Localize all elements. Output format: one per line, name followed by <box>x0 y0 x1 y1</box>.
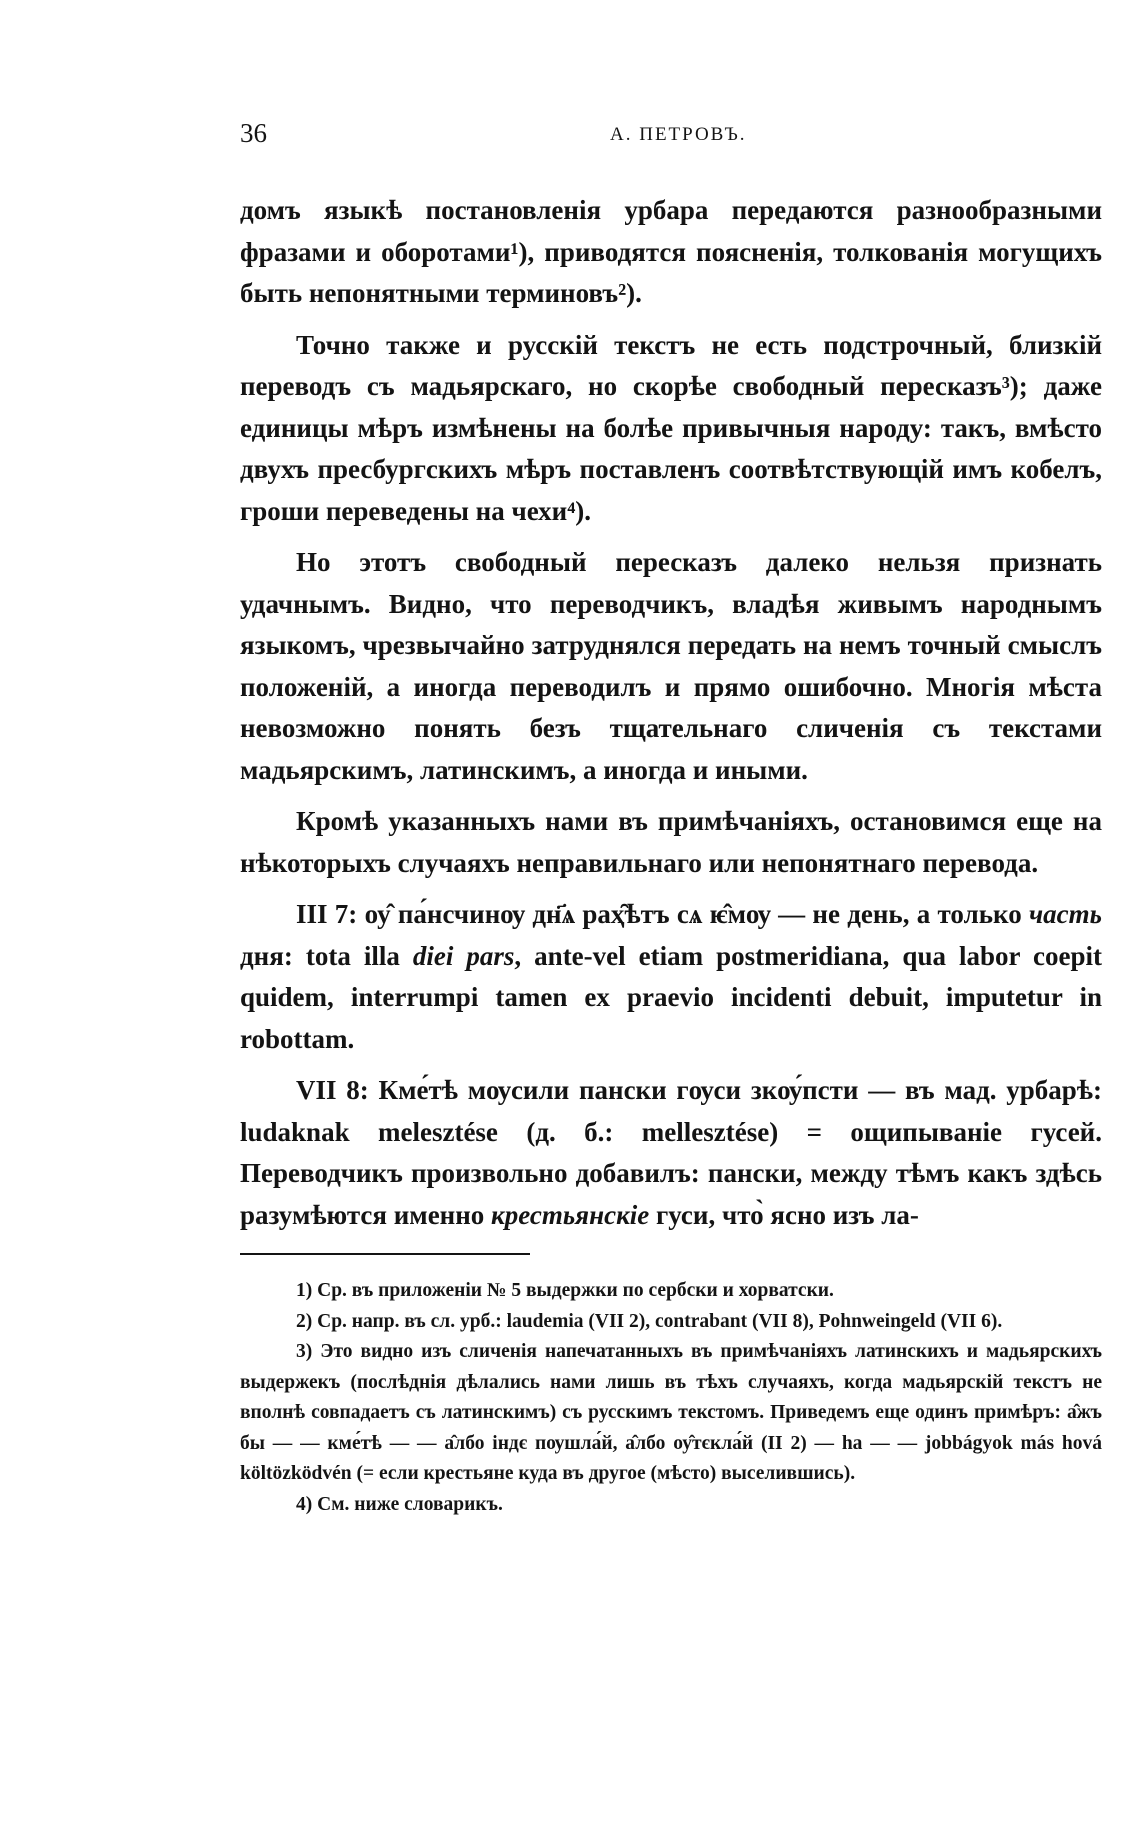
paragraph: Кромѣ указанныхъ нами въ примѣчаніяхъ, остановимся еще на нѣкоторыхъ случаяхъ неправильнаго или непонятнаго перевода. <box>240 806 1102 878</box>
paragraph: Точно также и русскій текстъ не есть подстрочный, близкій переводъ съ мадьярскаго, но скорѣе свободный пересказъ³); даже единицы мѣръ измѣнены на болѣе привычныя народу: такъ, вмѣсто двухъ пресбургскихъ мѣръ поставленъ соотвѣтствующій имъ кобелъ, гроши переведены на чехи⁴). <box>240 329 1102 526</box>
paragraph <box>240 1070 1102 1236</box>
text-span: дня: tota illa <box>240 940 413 971</box>
text-span: гуси, что̀ ясно изъ ла- <box>649 1199 919 1230</box>
footnote: 2) Ср. напр. въ сл. урб.: laudemia (VII 2), contrabant (VII 8), Pohnweingeld (VII 6). <box>296 1310 1003 1332</box>
italic-term: часть <box>1029 899 1102 929</box>
page-number: 36 <box>240 118 267 148</box>
main-text <box>240 190 1102 1236</box>
footnote: 4) См. ниже словарикъ. <box>296 1493 503 1515</box>
page-header <box>240 118 1102 158</box>
italic-term: крестьянскіе <box>491 1199 650 1230</box>
running-head: А. ПЕТРОВЪ. <box>610 124 747 145</box>
text-span: VII 8: Кме́тѣ мѹсили пански гѹси зкѹ́псти — въ мад. урбарѣ: ludaknak melesztése (д. б.: mellesztése) = ощипываніе гусей. Переводчикъ произвольно добавилъ: пански, между тѣмъ какъ здѣсь разумѣются именно <box>240 1075 1102 1230</box>
footnote: 1) Ср. въ приложеніи № 5 выдержки по сербски и хорватски. <box>296 1280 834 1301</box>
text-span: III 7: оу̂ па́нсчинѹ дн҃ѧ раҳ̑ѣтъ сѧ ѥ̂мѹ — не день, а только <box>296 899 1029 929</box>
footnote: 3) Это видно изъ сличенія напечатанныхъ въ примѣчаніяхъ латинскихъ и мадьярскихъ выдержекъ (послѣднія дѣлались нами лишь въ тѣхъ случаяхъ, когда мадьярскій текстъ не вполнѣ совпадаетъ съ латинскимъ) съ русскимъ текстомъ. Приведемъ еще одинъ примѣръ: а̂жъ бы — — кме́тѣ — — а̂лбо індє пѹшла́й, а̂лбо оу̂тєкла́й (II 2) — ha — — jobbágyok más hová költözködvén (= если крестьяне куда въ другое (мѣсто) выселившись). <box>240 1341 1102 1484</box>
paragraph <box>240 894 1102 1060</box>
paragraph: домъ языкѣ постановленія урбара передаются разнообразными фразами и оборотами¹), приводятся поясненія, толкованія могущихъ быть непонятными терминовъ²). <box>240 195 1102 308</box>
italic-term: diei pars <box>412 940 515 971</box>
footnote-rule <box>240 1253 530 1255</box>
paragraph: Но этотъ свободный пересказъ далеко нельзя признать удачнымъ. Видно, что переводчикъ, владѣя живымъ народнымъ языкомъ, чрезвычайно затруднялся передать на немъ точный смыслъ положеній, а иногда переводилъ и прямо ошибочно. Многія мѣста невозможно понять безъ тщательнаго сличенія съ текстами мадьярскимъ, латинскимъ, а иногда и иными. <box>240 547 1102 785</box>
footnotes <box>240 1276 1102 1520</box>
text-span: , ante-vel etiam postmeridiana, qua labor coepit quidem, interrumpi tamen ex praevio incidenti debuit, imputetur in robottam. <box>240 940 1102 1054</box>
